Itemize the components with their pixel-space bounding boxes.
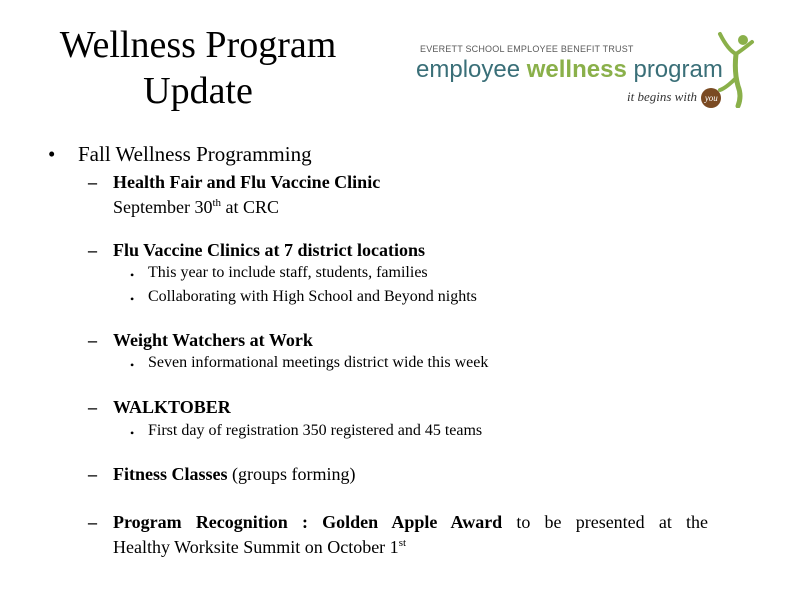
recognition-text-1: to be presented at the	[516, 512, 708, 532]
bullet-label: Fall Wellness Programming	[78, 142, 312, 166]
recognition-line-2: Healthy Worksite Summit on October 1st	[113, 537, 407, 557]
item-program-recognition	[113, 512, 708, 558]
item-walktober: WALKTOBER	[113, 397, 231, 417]
item-weight-watchers: Weight Watchers at Work	[113, 330, 313, 350]
dash-marker: –	[88, 240, 97, 260]
dash-marker: –	[88, 464, 97, 484]
recognition-title: Program Recognition	[113, 512, 288, 532]
health-fair-date: September 30th at CRC	[113, 197, 280, 217]
sub-bullet-dot: •	[130, 268, 135, 282]
title-line-2: Update	[143, 70, 253, 112]
recognition-line-1: Program Recognition : Golden Apple Award to be presented at the	[113, 512, 708, 532]
sub-bullet-dot: •	[130, 292, 135, 306]
title-line-1: Wellness Program	[59, 24, 337, 66]
dash-marker: –	[88, 172, 97, 192]
sub-bullet-dot: •	[130, 426, 135, 440]
wellness-program-logo	[410, 28, 760, 113]
logo-tagline	[627, 88, 721, 108]
flu-sub-2: Collaborating with High School and Beyond nights	[148, 288, 477, 305]
bullet-dot: •	[48, 142, 56, 166]
item-health-fair	[113, 172, 380, 218]
health-fair-title: Health Fair and Flu Vaccine Clinic	[113, 172, 381, 192]
logo-word-employee: employee	[416, 56, 521, 83]
slide-title	[28, 22, 368, 114]
item-fitness-classes	[113, 464, 356, 485]
bullet-fall-programming	[48, 142, 312, 167]
logo-tagline-text: it begins with	[627, 88, 698, 104]
logo-you-badge: you	[701, 88, 721, 108]
dash-marker: –	[88, 330, 97, 350]
recognition-award: Golden Apple Award	[322, 512, 503, 532]
sub-bullet-dot: •	[130, 358, 135, 372]
dash-marker: –	[88, 397, 97, 417]
fitness-note: (groups forming)	[232, 464, 356, 484]
logo-wordmark	[416, 56, 723, 84]
logo-word-wellness: wellness	[526, 56, 627, 83]
flu-sub-1: This year to include staff, students, families	[148, 264, 428, 281]
item-flu-clinics: Flu Vaccine Clinics at 7 district locations	[113, 240, 425, 260]
logo-trust-text: EVERETT SCHOOL EMPLOYEE BENEFIT TRUST	[420, 44, 634, 54]
person-figure-icon	[712, 28, 756, 108]
logo-word-program: program	[633, 56, 723, 83]
weight-watchers-sub-1: Seven informational meetings district wide this week	[148, 354, 489, 371]
dash-marker: –	[88, 512, 97, 532]
walktober-sub-1: First day of registration 350 registered and 45 teams	[148, 422, 483, 439]
fitness-title: Fitness Classes	[113, 464, 228, 484]
